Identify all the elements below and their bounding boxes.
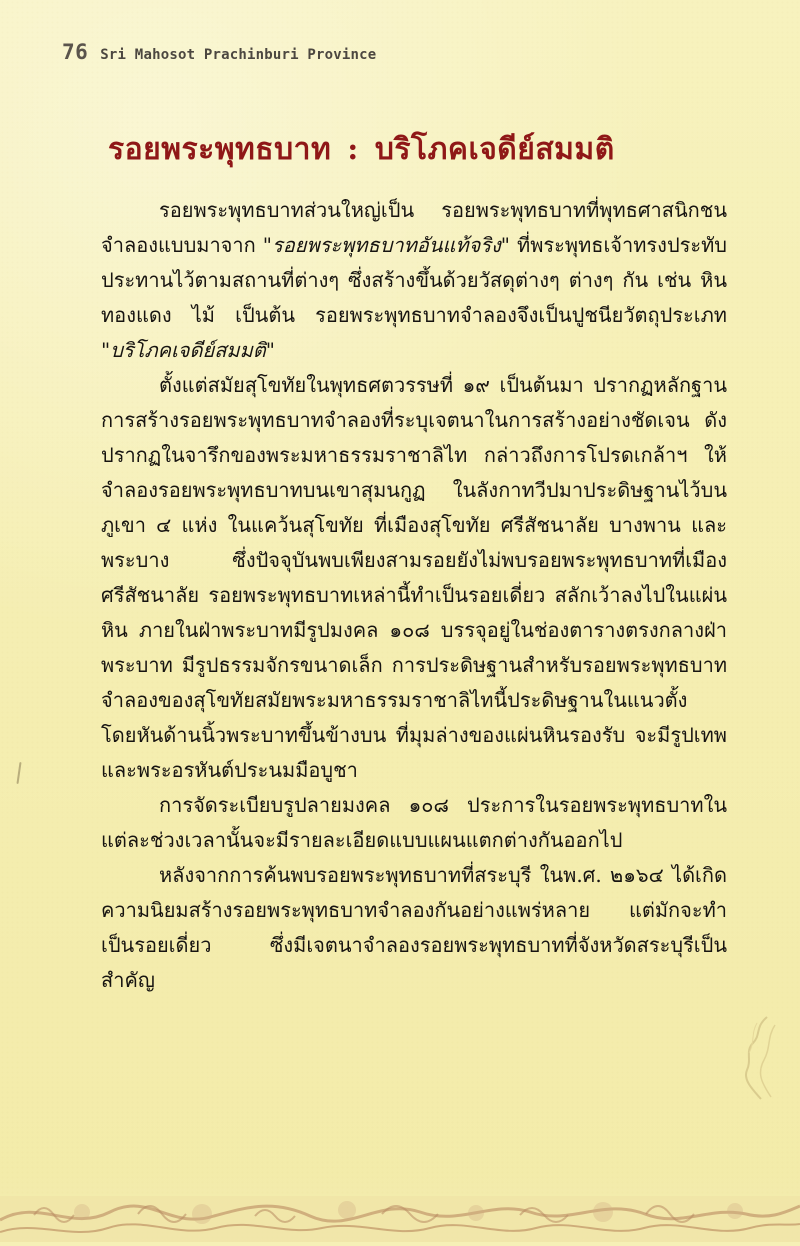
section-heading-separator: : [347,132,359,167]
footer-ornament [0,1172,800,1242]
paragraph-2: ตั้งแต่สมัยสุโขทัยในพุทธศตวรรษที่ ๑๙ เป็นต้นมา ปรากฏหลักฐานการสร้างรอยพระพุทธบาทจำลองที่ระบุเจตนาในการสร้างอย่างชัดเจน ดังปรากฏในจารึกของพระมหาธรรมราชาลิไท กล่าวถึงการโปรดเกล้าฯ ให้จำลองรอยพระพุทธบาทบนเขาสุมนกูฏ ในลังกาทวีปมาประดิษฐานไว้บนภูเขา ๔ แห่ง ในแคว้นสุโขทัย ที่เมืองสุโขทัย ศรีสัชนาลัย บางพาน และพระบาง ซึ่งปัจจุบันพบเพียงสามรอยยังไม่พบรอยพระพุทธบาทที่เมืองศรีสัชนาลัย รอยพระพุทธบาทเหล่านี้ทำเป็นรอยเดี่ยว สลักเว้าลงไปในแผ่นหิน ภายในฝ่าพระบาทมีรูปมงคล ๑๐๘ บรรจุอยู่ในช่องตารางตรงกลางฝ่าพระบาท มีรูปธรรมจักรขนาดเล็ก การประดิษฐานสำหรับรอยพระพุทธบาทจำลองของสุโขทัยสมัยพระมหาธรรมราชาลิไทนี้ประดิษฐานในแนวตั้ง โดยหันด้านนิ้วพระบาทขึ้นข้างบน ที่มุมล่างของแผ่นหินรองรับ จะมีรูปเทพและพระอรหันต์ประนมมือบูชา [101,373,727,782]
body-text [101,193,727,998]
paragraph-4: หลังจากการค้นพบรอยพระพุทธบาทที่สระบุรี ในพ.ศ. ๒๑๖๔ ได้เกิดความนิยมสร้างรอยพระพุทธบาทจำลองกันอย่างแพร่หลาย แต่มักจะทำเป็นรอยเดี่ยว ซึ่งมีเจตนาจำลองรอยพระพุทธบาทที่จังหวัดสระบุรีเป็นสำคัญ [101,863,727,992]
paper-stain [737,1015,785,1101]
running-head: Sri Mahosot Prachinburi Province [100,47,377,63]
quoted-phrase-authentic-footprint: "รอยพระพุทธบาทอันแท้จริง" [262,233,510,257]
section-heading-right: บริโภคเจดีย์สมมติ [374,132,615,167]
section-heading [108,126,615,173]
decorative-footer [0,1172,800,1242]
paragraph-1-middle: ที่พระพุทธเจ้าทรงประทับประทานไว้ตามสถานที่ต่างๆ ซึ่งสร้างขึ้นด้วยวัสดุต่างๆ ต่างๆ กัน เช่น หิน ทองแดง ไม้ เป็นต้น รอยพระพุทธบาทจำลองจึงเป็นปูชนียวัตถุประเภท [101,233,727,327]
margin-mark [16,762,21,784]
section-heading-left: รอยพระพุทธบาท [108,132,332,167]
paragraph-3: การจัดระเบียบรูปลายมงคล ๑๐๘ ประการในรอยพระพุทธบาทในแต่ละช่วงเวลานั้นจะมีรายละเอียดแบบแผนแตกต่างกันออกไป [101,793,727,852]
paragraph-1 [101,193,727,368]
quoted-phrase-assumed-relic: "บริโภคเจดีย์สมมติ" [101,338,275,362]
paragraph-1-start: รอยพระพุทธบาทส่วนใหญ่เป็น รอยพระพุทธบาทที่พุทธศาสนิกชนจำลองแบบมาจาก [101,198,727,257]
page-header [62,40,376,64]
page-number: 76 [62,40,89,64]
